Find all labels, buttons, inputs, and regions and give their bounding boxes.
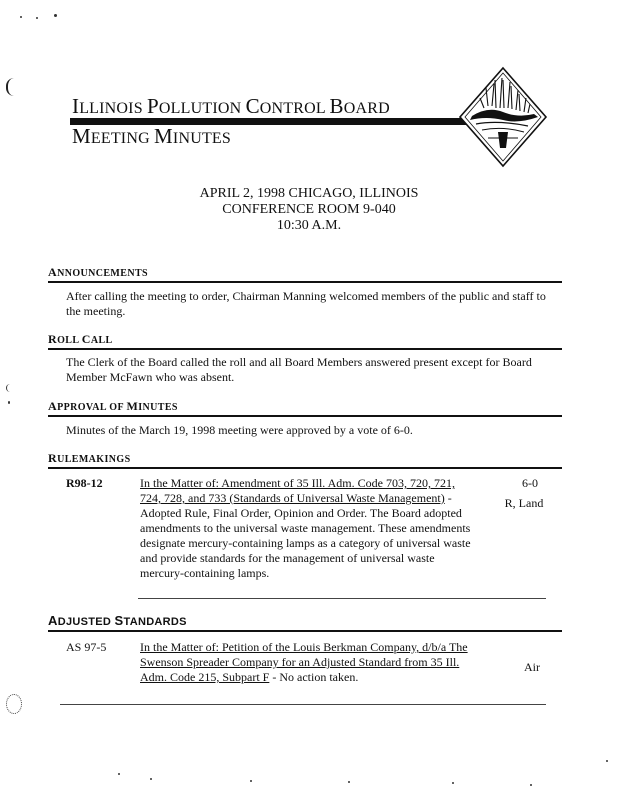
- rulemaking-vote: 6-0: [522, 476, 538, 490]
- section-rule: [48, 415, 562, 417]
- scan-speck: [348, 781, 350, 783]
- section-heading-rulemakings: RULEMAKINGS: [48, 451, 131, 465]
- meeting-room: CONFERENCE ROOM 9-040: [222, 202, 396, 217]
- document-title: MEETING MINUTES: [72, 124, 232, 148]
- meeting-time: 10:30 A.M.: [276, 218, 342, 233]
- meeting-date-location: APRIL 2, 1998 CHICAGO, ILLINOIS: [199, 186, 419, 201]
- scan-speck: [606, 760, 608, 762]
- scan-speck: [150, 778, 152, 780]
- section-rule: [48, 630, 562, 632]
- item-separator: [60, 704, 546, 705]
- scan-speck: [20, 16, 22, 18]
- rulemaking-title-link[interactable]: In the Matter of: Amendment of 35 Ill. Adm. Code 703, 720, 721, 724, 728, and 733 (Standards of Universal Waste Management): [140, 476, 455, 505]
- meeting-info: [0, 186, 618, 234]
- scan-speck: [36, 17, 38, 19]
- adjusted-standard-description: - No action taken.: [269, 670, 359, 684]
- section-rule: [48, 348, 562, 350]
- adjusted-standard-category: Air: [524, 660, 540, 674]
- announcements-text: After calling the meeting to order, Chairman Manning welcomed members of the public and staff to the meeting.: [66, 289, 546, 318]
- scan-speck: [8, 401, 10, 404]
- binder-hole-mark: [6, 694, 22, 714]
- roll-call-text: The Clerk of the Board called the roll and all Board Members answered present except for Board Member McFawn who was absent.: [66, 355, 532, 384]
- adjusted-standard-title-link[interactable]: In the Matter of: Petition of the Louis Berkman Company, d/b/a The Swenson Spreader Company for an Adjusted Standard from 35 Ill. Adm. Code 215, Subpart F: [140, 640, 468, 684]
- scan-speck: [118, 773, 120, 775]
- rulemaking-description: - Adopted Rule, Final Order, Opinion and Order. The Board adopted amendments to the universal waste management. These amendments designate mercury-containing lamps as a category of universal waste and provide standards for the management of universal waste mercury-containing lamps.: [140, 491, 471, 580]
- board-title: ILLINOIS POLLUTION CONTROL BOARD: [72, 94, 390, 118]
- rulemaking-item-id: R98-12: [66, 476, 103, 490]
- section-heading-adjusted-standards: ADJUSTED STANDARDS: [48, 613, 187, 628]
- rulemaking-category: R, Land: [504, 496, 544, 510]
- board-logo-icon: [458, 66, 548, 168]
- adjusted-standard-item: [140, 640, 476, 685]
- approval-text: Minutes of the March 19, 1998 meeting were approved by a vote of 6-0.: [66, 423, 413, 437]
- section-rule: [48, 281, 562, 283]
- adjusted-standard-item-id: AS 97-5: [66, 640, 107, 654]
- scan-speck: [250, 780, 252, 782]
- scan-speck: [452, 782, 454, 784]
- scan-mark: [6, 384, 12, 392]
- scan-speck: [54, 14, 57, 17]
- section-heading-announcements: ANNOUNCEMENTS: [48, 265, 148, 279]
- item-separator: [138, 598, 546, 599]
- rulemaking-item: [140, 476, 472, 581]
- binder-hole-mark: [6, 78, 14, 96]
- section-heading-approval-of-minutes: APPROVAL OF MINUTES: [48, 399, 178, 413]
- section-heading-roll-call: ROLL CALL: [48, 332, 113, 346]
- section-rule: [48, 467, 562, 469]
- scan-speck: [530, 784, 532, 786]
